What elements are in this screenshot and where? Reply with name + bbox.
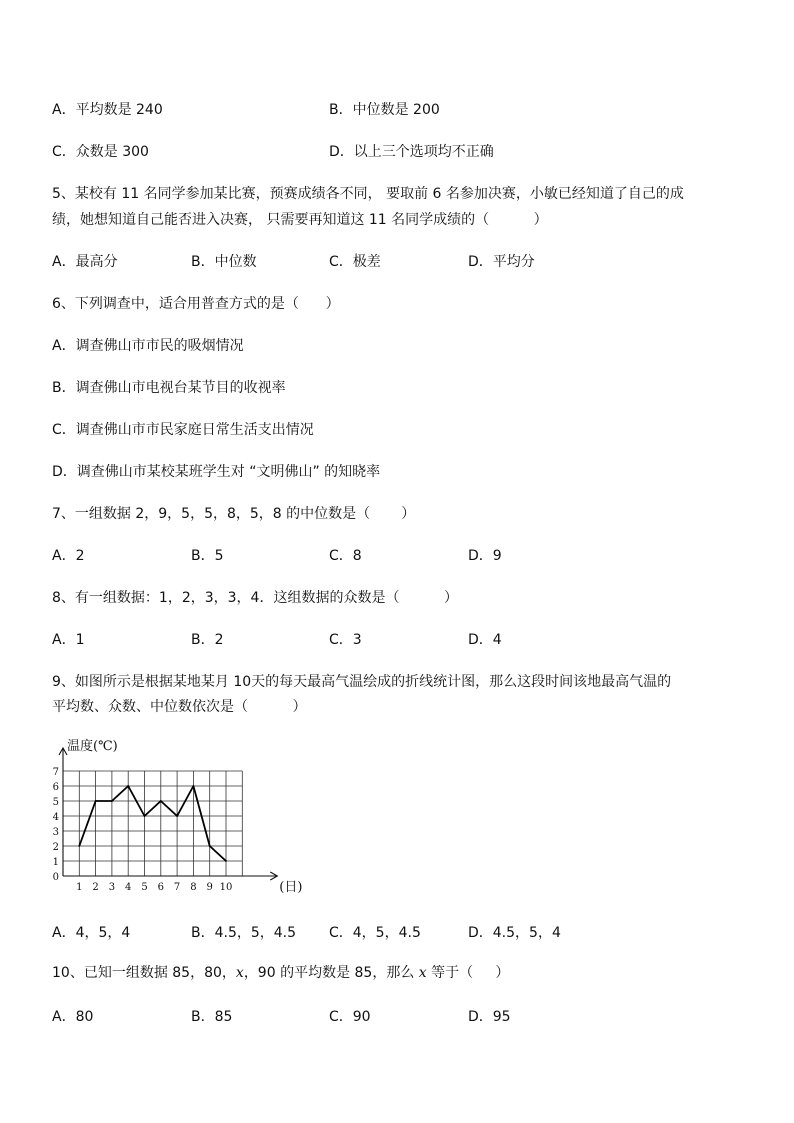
q8-option-b: B．2: [191, 632, 224, 648]
q9-stem-line2: 平均数、众数、中位数依次是（ ）: [52, 699, 307, 715]
data-point: [144, 815, 146, 817]
x-tick-label: 9: [206, 882, 213, 893]
x-tick-label: 7: [173, 882, 181, 893]
data-point: [225, 860, 227, 862]
q5-option-c: C．极差: [329, 254, 381, 270]
q10-stem-part-a: 10、已知一组数据 85，80，: [52, 965, 236, 981]
q8-stem: 8、有一组数据：1，2，3，3，4．这组数据的众数是（ ）: [52, 590, 458, 606]
y-tick-label: 7: [52, 767, 59, 778]
temperature-line-chart: [40, 733, 303, 898]
y-tick-label: 2: [52, 842, 59, 853]
x-tick-label: 4: [125, 882, 132, 893]
q10-stem: [52, 964, 509, 982]
x-tick-label: 2: [92, 882, 99, 893]
x-tick-label: 8: [190, 882, 197, 893]
q9-stem-line1: 9、如图所示是根据某地某月 10天的每天最高气温绘成的折线统计图，那么这段时间该地最高气温的: [52, 674, 672, 690]
q10-option-c: C．90: [329, 1009, 371, 1025]
q8-option-a: A．1: [52, 632, 85, 648]
q10-stem-part-b: ，90 的平均数是 85，那么: [243, 965, 419, 981]
q8-option-c: C．3: [329, 632, 362, 648]
q10-option-b: B．85: [191, 1009, 233, 1025]
x-tick-label: 1: [76, 882, 83, 893]
y-tick-label: 1: [52, 857, 59, 868]
q4-option-a: A．平均数是 240: [52, 102, 163, 118]
y-axis-label: 温度(℃): [67, 739, 118, 754]
q4-option-c: C．众数是 300: [52, 144, 149, 160]
data-point: [209, 845, 211, 847]
q10-variable-x: x: [235, 965, 244, 981]
y-tick-label: 0: [52, 872, 59, 883]
x-tick-label: 10: [219, 882, 233, 893]
q7-option-a: A．2: [52, 548, 85, 564]
q7-option-c: C．8: [329, 548, 362, 564]
q6-stem: 6、下列调查中，适合用普查方式的是（ ）: [52, 296, 340, 312]
data-point: [193, 785, 195, 787]
q5-option-b: B．中位数: [191, 254, 257, 270]
data-point: [95, 800, 97, 802]
x-axis-label: (日): [279, 880, 303, 895]
x-tick-label: 5: [141, 882, 148, 893]
q7-option-d: D．9: [468, 548, 502, 564]
y-tick-label: 4: [52, 812, 59, 823]
data-point: [111, 800, 113, 802]
q9-option-a: A．4，5，4: [52, 925, 131, 941]
q7-stem: 7、一组数据 2，9，5，5，8，5，8 的中位数是（ ）: [52, 506, 416, 522]
temperature-series-line: [79, 786, 226, 861]
q6-option-c: C．调查佛山市市民家庭日常生活支出情况: [52, 422, 314, 438]
x-tick-label: 6: [157, 882, 164, 893]
q5-option-a: A．最高分: [52, 254, 118, 270]
y-tick-label: 6: [52, 782, 59, 793]
q8-option-d: D．4: [468, 632, 502, 648]
q5-stem-line2: 绩，她想知道自己能否进入决赛， 只需要再知道这 11 名同学成绩的（ ）: [52, 212, 548, 228]
data-point: [127, 785, 129, 787]
q6-option-b: B．调查佛山市电视台某节目的收视率: [52, 380, 286, 396]
data-point: [176, 815, 178, 817]
q9-option-d: D．4.5，5，4: [468, 925, 561, 941]
q5-option-d: D．平均分: [468, 254, 535, 270]
q5-stem-line1: 5、某校有 11 名同学参加某比赛，预赛成绩各不同， 要取前 6 名参加决赛，小敏已经知道了自己的成: [52, 186, 684, 202]
q10-stem-part-c: 等于（ ）: [426, 965, 510, 981]
q9-option-c: C．4，5，4.5: [329, 925, 421, 941]
x-tick-label: 3: [108, 882, 116, 893]
q6-option-d: D．调查佛山市某校某班学生对 “文明佛山” 的知晓率: [52, 464, 381, 480]
y-tick-label: 5: [52, 797, 59, 808]
q9-option-b: B．4.5，5，4.5: [191, 925, 297, 941]
y-tick-label: 3: [52, 827, 59, 838]
q7-option-b: B．5: [191, 548, 224, 564]
q4-option-d: D．以上三个选项均不正确: [329, 144, 494, 160]
q10-option-a: A．80: [52, 1009, 94, 1025]
data-point: [78, 845, 80, 847]
data-point: [160, 800, 162, 802]
q6-option-a: A．调查佛山市市民的吸烟情况: [52, 338, 244, 354]
q10-option-d: D．95: [468, 1009, 511, 1025]
q4-option-b: B．中位数是 200: [329, 102, 440, 118]
q10-variable-x-2: x: [418, 965, 427, 981]
